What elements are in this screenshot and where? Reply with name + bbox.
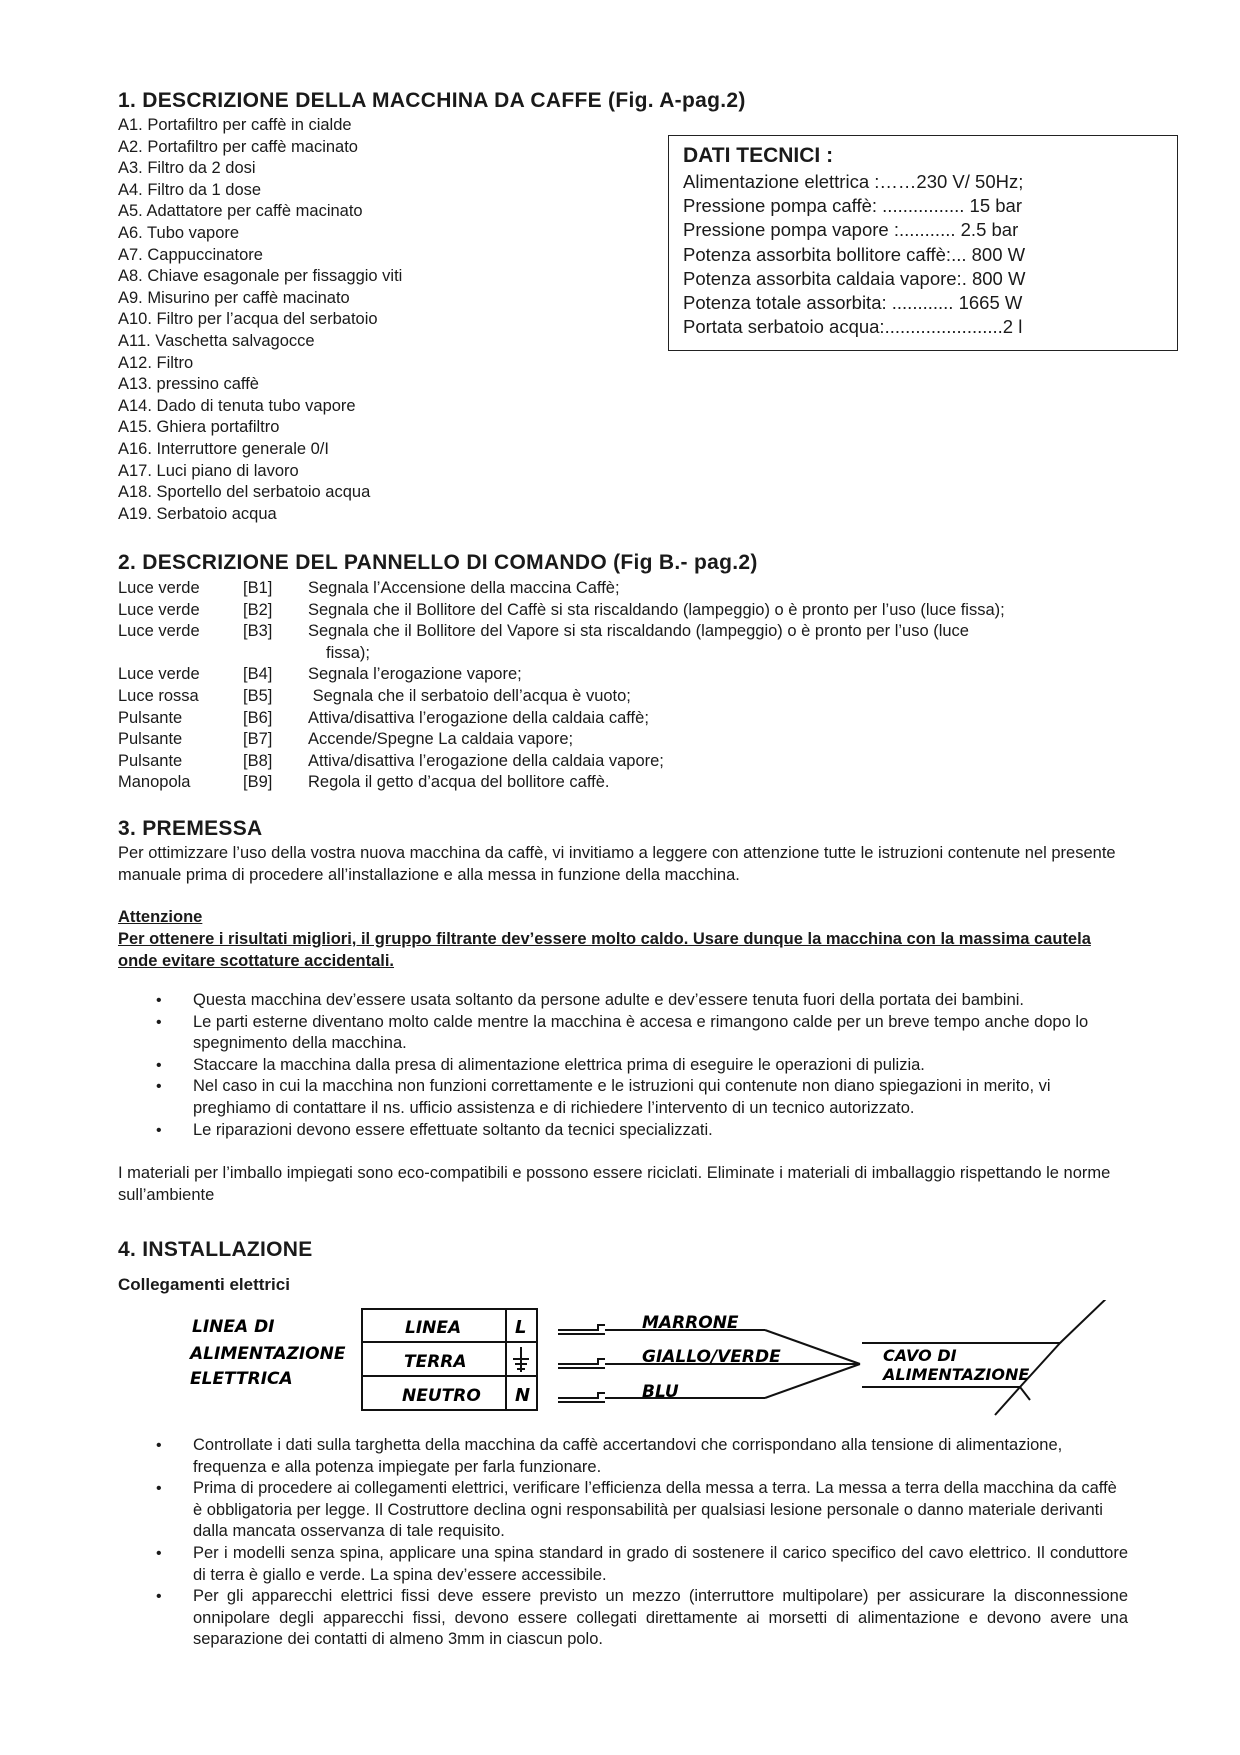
electrical-list bbox=[118, 1435, 1128, 1651]
ground-icon bbox=[513, 1347, 529, 1372]
power-line-label-3: ELETTRICA bbox=[190, 1369, 293, 1389]
technical-data-line: Portata serbatoio acqua:.......................2 l bbox=[683, 316, 1023, 338]
list-item: A19. Serbatoio acqua bbox=[118, 504, 277, 523]
row-desc: Segnala l’erogazione vapore; bbox=[308, 665, 522, 684]
power-line-label-1: LINEA DI bbox=[192, 1317, 275, 1337]
cable-label-2: ALIMENTAZIONE bbox=[883, 1365, 1030, 1384]
row-code: [B7] bbox=[243, 730, 273, 749]
list-item: A15. Ghiera portafiltro bbox=[118, 418, 280, 437]
list-item: A8. Chiave esagonale per fissaggio viti bbox=[118, 267, 403, 286]
attention-label: Attenzione bbox=[118, 908, 203, 926]
list-item: A9. Misurino per caffè macinato bbox=[118, 288, 350, 307]
row-code: [B2] bbox=[243, 600, 273, 619]
row-type: Manopola bbox=[118, 773, 191, 792]
list-item: • Per i modelli senza spina, applicare una spina standard in grado di sostenere il carico specifico del cavo elettrico. Il conduttore di terra è giallo e verde. La spina dev’essere accessibile. bbox=[118, 1543, 1128, 1586]
row-code: [B9] bbox=[243, 773, 273, 792]
row-code: [B1] bbox=[243, 579, 273, 597]
list-item: A6. Tubo vapore bbox=[118, 223, 240, 242]
row-desc: Attiva/disattiva l’erogazione della caldaia caffè; bbox=[308, 708, 649, 727]
technical-data-line: Alimentazione elettrica :……230 V/ 50Hz; bbox=[683, 171, 1024, 192]
list-item: A12. Filtro bbox=[118, 353, 194, 372]
row-type: Luce verde bbox=[118, 579, 200, 597]
row-desc: Accende/Spegne La caldaia vapore; bbox=[308, 730, 574, 749]
row-desc: Segnala l’Accensione della maccina Caffè; bbox=[308, 579, 620, 597]
list-item: A18. Sportello del serbatoio acqua bbox=[118, 483, 371, 502]
list-item: A16. Interruttore generale 0/I bbox=[118, 439, 329, 458]
technical-data-line: Pressione pompa caffè: ................ 15 bar bbox=[683, 195, 1022, 217]
terminal-name: LINEA bbox=[405, 1318, 462, 1338]
list-item: A7. Cappuccinatore bbox=[118, 245, 263, 264]
section-3-title: 3. PREMESSA bbox=[118, 817, 263, 840]
list-item: A13. pressino caffè bbox=[118, 375, 259, 394]
technical-data-line: Potenza assorbita caldaia vapore:. 800 W bbox=[683, 267, 1026, 289]
wire-connectors bbox=[558, 1325, 605, 1402]
row-code: [B3] bbox=[243, 622, 273, 641]
list-item: • Questa macchina dev’essere usata soltanto da persone adulte e dev’essere tenuta fuori della portata dei bambini. bbox=[118, 990, 1128, 1012]
list-item: A10. Filtro per l’acqua del serbatoio bbox=[118, 310, 378, 329]
attention-text: Per ottenere i risultati migliori, il gruppo filtrante dev’essere molto caldo. Usare dunque la macchina con la massima cautela onde evitare scottature accidentali. bbox=[118, 930, 1091, 970]
section-4-title: 4. INSTALLAZIONE bbox=[118, 1238, 313, 1261]
list-item: • Prima di procedere ai collegamenti elettrici, verificare l’efficienza della messa a terra. La messa a terra della macchina da caffè è obbligatoria per legge. Il Costruttore declina ogni responsabilità per qualsiasi lesione personale o danno materiale derivanti dalla mancata osservanza di tale requisito. bbox=[118, 1478, 1128, 1543]
row-desc: Segnala che il serbatoio dell’acqua è vuoto; bbox=[308, 687, 631, 705]
premessa-intro: Per ottimizzare l’uso della vostra nuova macchina da caffè, vi invitiamo a leggere con attenzione tutte le istruzioni contenute nel presente manuale prima di procedere all’installazione e alla messa in funzione della macchina. bbox=[118, 844, 1116, 884]
list-item: • Controllate i dati sulla targhetta della macchina da caffè accertandovi che corrispondano alla tensione di alimentazione, frequenza e alla potenza impiegate per farla funzionare. bbox=[118, 1435, 1128, 1478]
list-item: A3. Filtro da 2 dosi bbox=[118, 159, 256, 178]
wire-color-label: GIALLO/VERDE bbox=[642, 1347, 781, 1367]
row-type: Luce verde bbox=[118, 622, 200, 641]
row-desc: Regola il getto d’acqua del bollitore caffè. bbox=[308, 773, 610, 792]
row-type: Pulsante bbox=[118, 730, 183, 749]
row-desc: Segnala che il Bollitore del Caffè si sta riscaldando (lampeggio) o è pronto per l’uso (luce fissa); bbox=[308, 600, 1005, 619]
row-desc: fissa); bbox=[326, 643, 371, 662]
technical-data-line: Pressione pompa vapore :........... 2.5 bar bbox=[683, 219, 1019, 241]
safety-list bbox=[118, 990, 1128, 1141]
row-type: Pulsante bbox=[118, 751, 183, 770]
cable-label-1: CAVO DI bbox=[883, 1346, 957, 1365]
terminal-symbol: N bbox=[515, 1385, 531, 1406]
list-item: • Staccare la macchina dalla presa di alimentazione elettrica prima di eseguire le operazioni di pulizia. bbox=[118, 1055, 1128, 1077]
terminal-name: TERRA bbox=[404, 1352, 467, 1372]
terminal-symbol: L bbox=[515, 1317, 527, 1338]
list-item: A17. Luci piano di lavoro bbox=[118, 461, 299, 480]
row-code: [B8] bbox=[243, 751, 273, 770]
technical-data-box bbox=[668, 135, 1178, 351]
row-type: Luce verde bbox=[118, 665, 200, 684]
row-code: [B4] bbox=[243, 665, 273, 684]
list-item: A4. Filtro da 1 dose bbox=[118, 180, 262, 199]
wire-color-label: MARRONE bbox=[642, 1313, 739, 1333]
row-desc: Segnala che il Bollitore del Vapore si sta riscaldando (lampeggio) o è pronto per l’uso (luce bbox=[308, 622, 969, 641]
wiring-diagram bbox=[180, 1300, 1130, 1420]
terminal-name: NEUTRO bbox=[402, 1386, 481, 1406]
row-type: Pulsante bbox=[118, 708, 183, 727]
wire-color-label: BLU bbox=[642, 1382, 679, 1402]
list-item: A1. Portafiltro per caffè in cialde bbox=[118, 116, 352, 134]
list-item: A14. Dado di tenuta tubo vapore bbox=[118, 396, 356, 415]
list-item: A11. Vaschetta salvagocce bbox=[118, 331, 315, 350]
technical-data-line: Potenza totale assorbita: ............ 1665 W bbox=[683, 292, 1023, 314]
list-item: A5. Adattatore per caffè macinato bbox=[118, 202, 363, 221]
power-line-label-2: ALIMENTAZIONE bbox=[190, 1344, 346, 1364]
row-code: [B6] bbox=[243, 708, 273, 727]
row-type: Luce rossa bbox=[118, 687, 199, 705]
section-1-title: 1. DESCRIZIONE DELLA MACCHINA DA CAFFE (Fig. A-pag.2) bbox=[118, 89, 746, 112]
list-item: • Le parti esterne diventano molto calde mentre la macchina è accesa e rimangono calde per un breve tempo anche dopo lo spegnimento della macchina. bbox=[118, 1012, 1128, 1055]
list-item: • Per gli apparecchi elettrici fissi deve essere previsto un mezzo (interruttore multipolare) per assicurare la disconnessione onnipolare degli apparecchi fissi, devono essere collegati direttamente ai morsetti di alimentazione e devono avere una separazione dei contatti di almeno 3mm in ciascun polo. bbox=[118, 1586, 1128, 1651]
row-desc: Attiva/disattiva l’erogazione della caldaia vapore; bbox=[308, 751, 664, 770]
list-item: • Nel caso in cui la macchina non funzioni correttamente e le istruzioni qui contenute non diano spiegazioni in merito, vi preghiamo di contattare il ns. ufficio assistenza e di richiedere l’intervento di un tecnico autorizzato. bbox=[118, 1076, 1128, 1119]
section-2-title: 2. DESCRIZIONE DEL PANNELLO DI COMANDO (Fig B.- pag.2) bbox=[118, 551, 758, 574]
technical-data-title: DATI TECNICI : bbox=[683, 144, 834, 167]
technical-data-line: Potenza assorbita bollitore caffè:... 800 W bbox=[683, 243, 1026, 265]
row-code: [B5] bbox=[243, 687, 273, 705]
list-item: A2. Portafiltro per caffè macinato bbox=[118, 137, 358, 156]
row-type: Luce verde bbox=[118, 600, 200, 619]
electrical-subtitle: Collegamenti elettrici bbox=[118, 1275, 290, 1294]
list-item: • Le riparazioni devono essere effettuate soltanto da tecnici specializzati. bbox=[118, 1120, 1128, 1142]
component-list bbox=[118, 115, 402, 525]
packaging-note: I materiali per l’imballo impiegati sono eco-compatibili e possono essere riciclati. Eliminate i materiali di imballaggio rispettando le norme sull’ambiente bbox=[118, 1164, 1111, 1204]
